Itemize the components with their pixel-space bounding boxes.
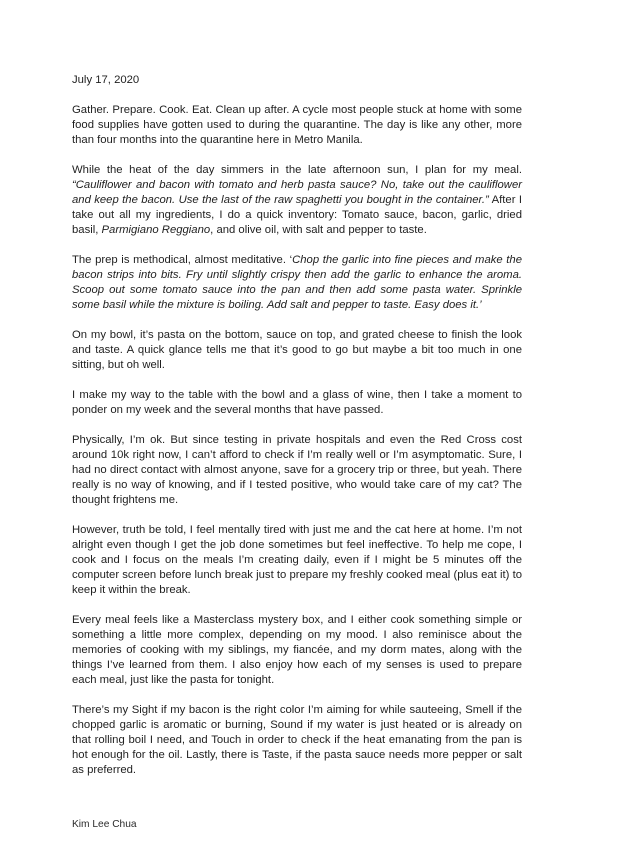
text-run: While the heat of the day simmers in the late afternoon sun, I plan for my meal.: [72, 164, 522, 176]
text-run: I make my way to the table with the bowl and a glass of wine, then I take a moment to ponder on my week and the several months that have passed.: [72, 389, 522, 416]
paragraph: [72, 328, 522, 373]
text-run: Every meal feels like a Masterclass mystery box, and I either cook something simple or something a little more complex, depending on my mood. I also reminisce about the memories of cooking with my siblings, my fiancée, and my dorm mates, along with the things I’ve learned from them. I also enjoy how each of my senses is used to prepare each meal, just like the pasta for tonight.: [72, 614, 522, 686]
italic-cheese-name: Parmigiano Reggiano: [101, 224, 211, 236]
text-run: The prep is methodical, almost meditative. ‘: [72, 254, 293, 266]
italic-quote: “Cauliflower and bacon with tomato and herb pasta sauce? No, take out the cauliflower and keep the bacon. Use the last of the raw spaghetti you bought in the container.”: [72, 179, 522, 206]
paragraph: [72, 613, 522, 688]
text-run: Gather. Prepare. Cook. Eat. Clean up after. A cycle most people stuck at home with some food supplies have gotten used to during the quarantine. The day is like any other, more than four months into the quarantine here in Metro Manila.: [72, 104, 522, 146]
text-run: However, truth be told, I feel mentally tired with just me and the cat here at home. I’m not alright even though I get the job done sometimes but feel ineffective. To help me cope, I cook and I focus on the meals I’m creating daily, even if I might be 5 minutes off the computer screen before lunch break just to prepare my freshly cooked meal (plus eat it) to keep it within the break.: [72, 524, 522, 596]
author-signature: Kim Lee Chua: [72, 819, 137, 830]
text-run: , and olive oil, with salt and pepper to taste.: [210, 224, 427, 236]
text-run: Physically, I’m ok. But since testing in private hospitals and even the Red Cross cost around 10k right now, I can’t afford to check if I’m really well or I’m asymptomatic. Sure, I had no direct contact with almost anyone, save for a grocery trip or three, but yeah. There really is no way of knowing, and if I tested positive, who would take care of my cat? The thought frightens me.: [72, 434, 522, 506]
document-date: July 17, 2020: [72, 74, 140, 86]
italic-recipe-steps: Chop the garlic into fine pieces and make the bacon strips into bits. Fry until slightly crispy then add the garlic to enhance the aroma. Scoop out some tomato sauce into the pan and then add some pasta water. Sprinkle some basil while the mixture is boiling. Add salt and pepper to taste. Easy does it.’: [72, 254, 522, 311]
paragraph: [72, 253, 522, 313]
paragraph: [72, 703, 522, 778]
text-run: After I take out all my ingredients, I do a quick inventory: Tomato sauce, bacon, garlic, dried basil,: [72, 194, 522, 236]
text-run: On my bowl, it’s pasta on the bottom, sauce on top, and grated cheese to finish the look and taste. A quick glance tells me that it’s good to go but maybe a bit too much in one sitting, but oh well.: [72, 329, 522, 371]
paragraph: [72, 103, 522, 148]
paragraph: [72, 388, 522, 418]
paragraph: [72, 163, 522, 238]
paragraph: [72, 433, 522, 508]
text-run: There’s my Sight if my bacon is the right color I’m aiming for while sauteeing, Smell if the chopped garlic is aromatic or burning, Sound if my water is just heated or is already on that rolling boil I need, and Touch in order to check if the heat emanating from the pan is hot enough for the oil. Lastly, there is Taste, if the pasta sauce needs more pepper or salt as preferred.: [72, 704, 522, 776]
paragraph: [72, 523, 522, 598]
